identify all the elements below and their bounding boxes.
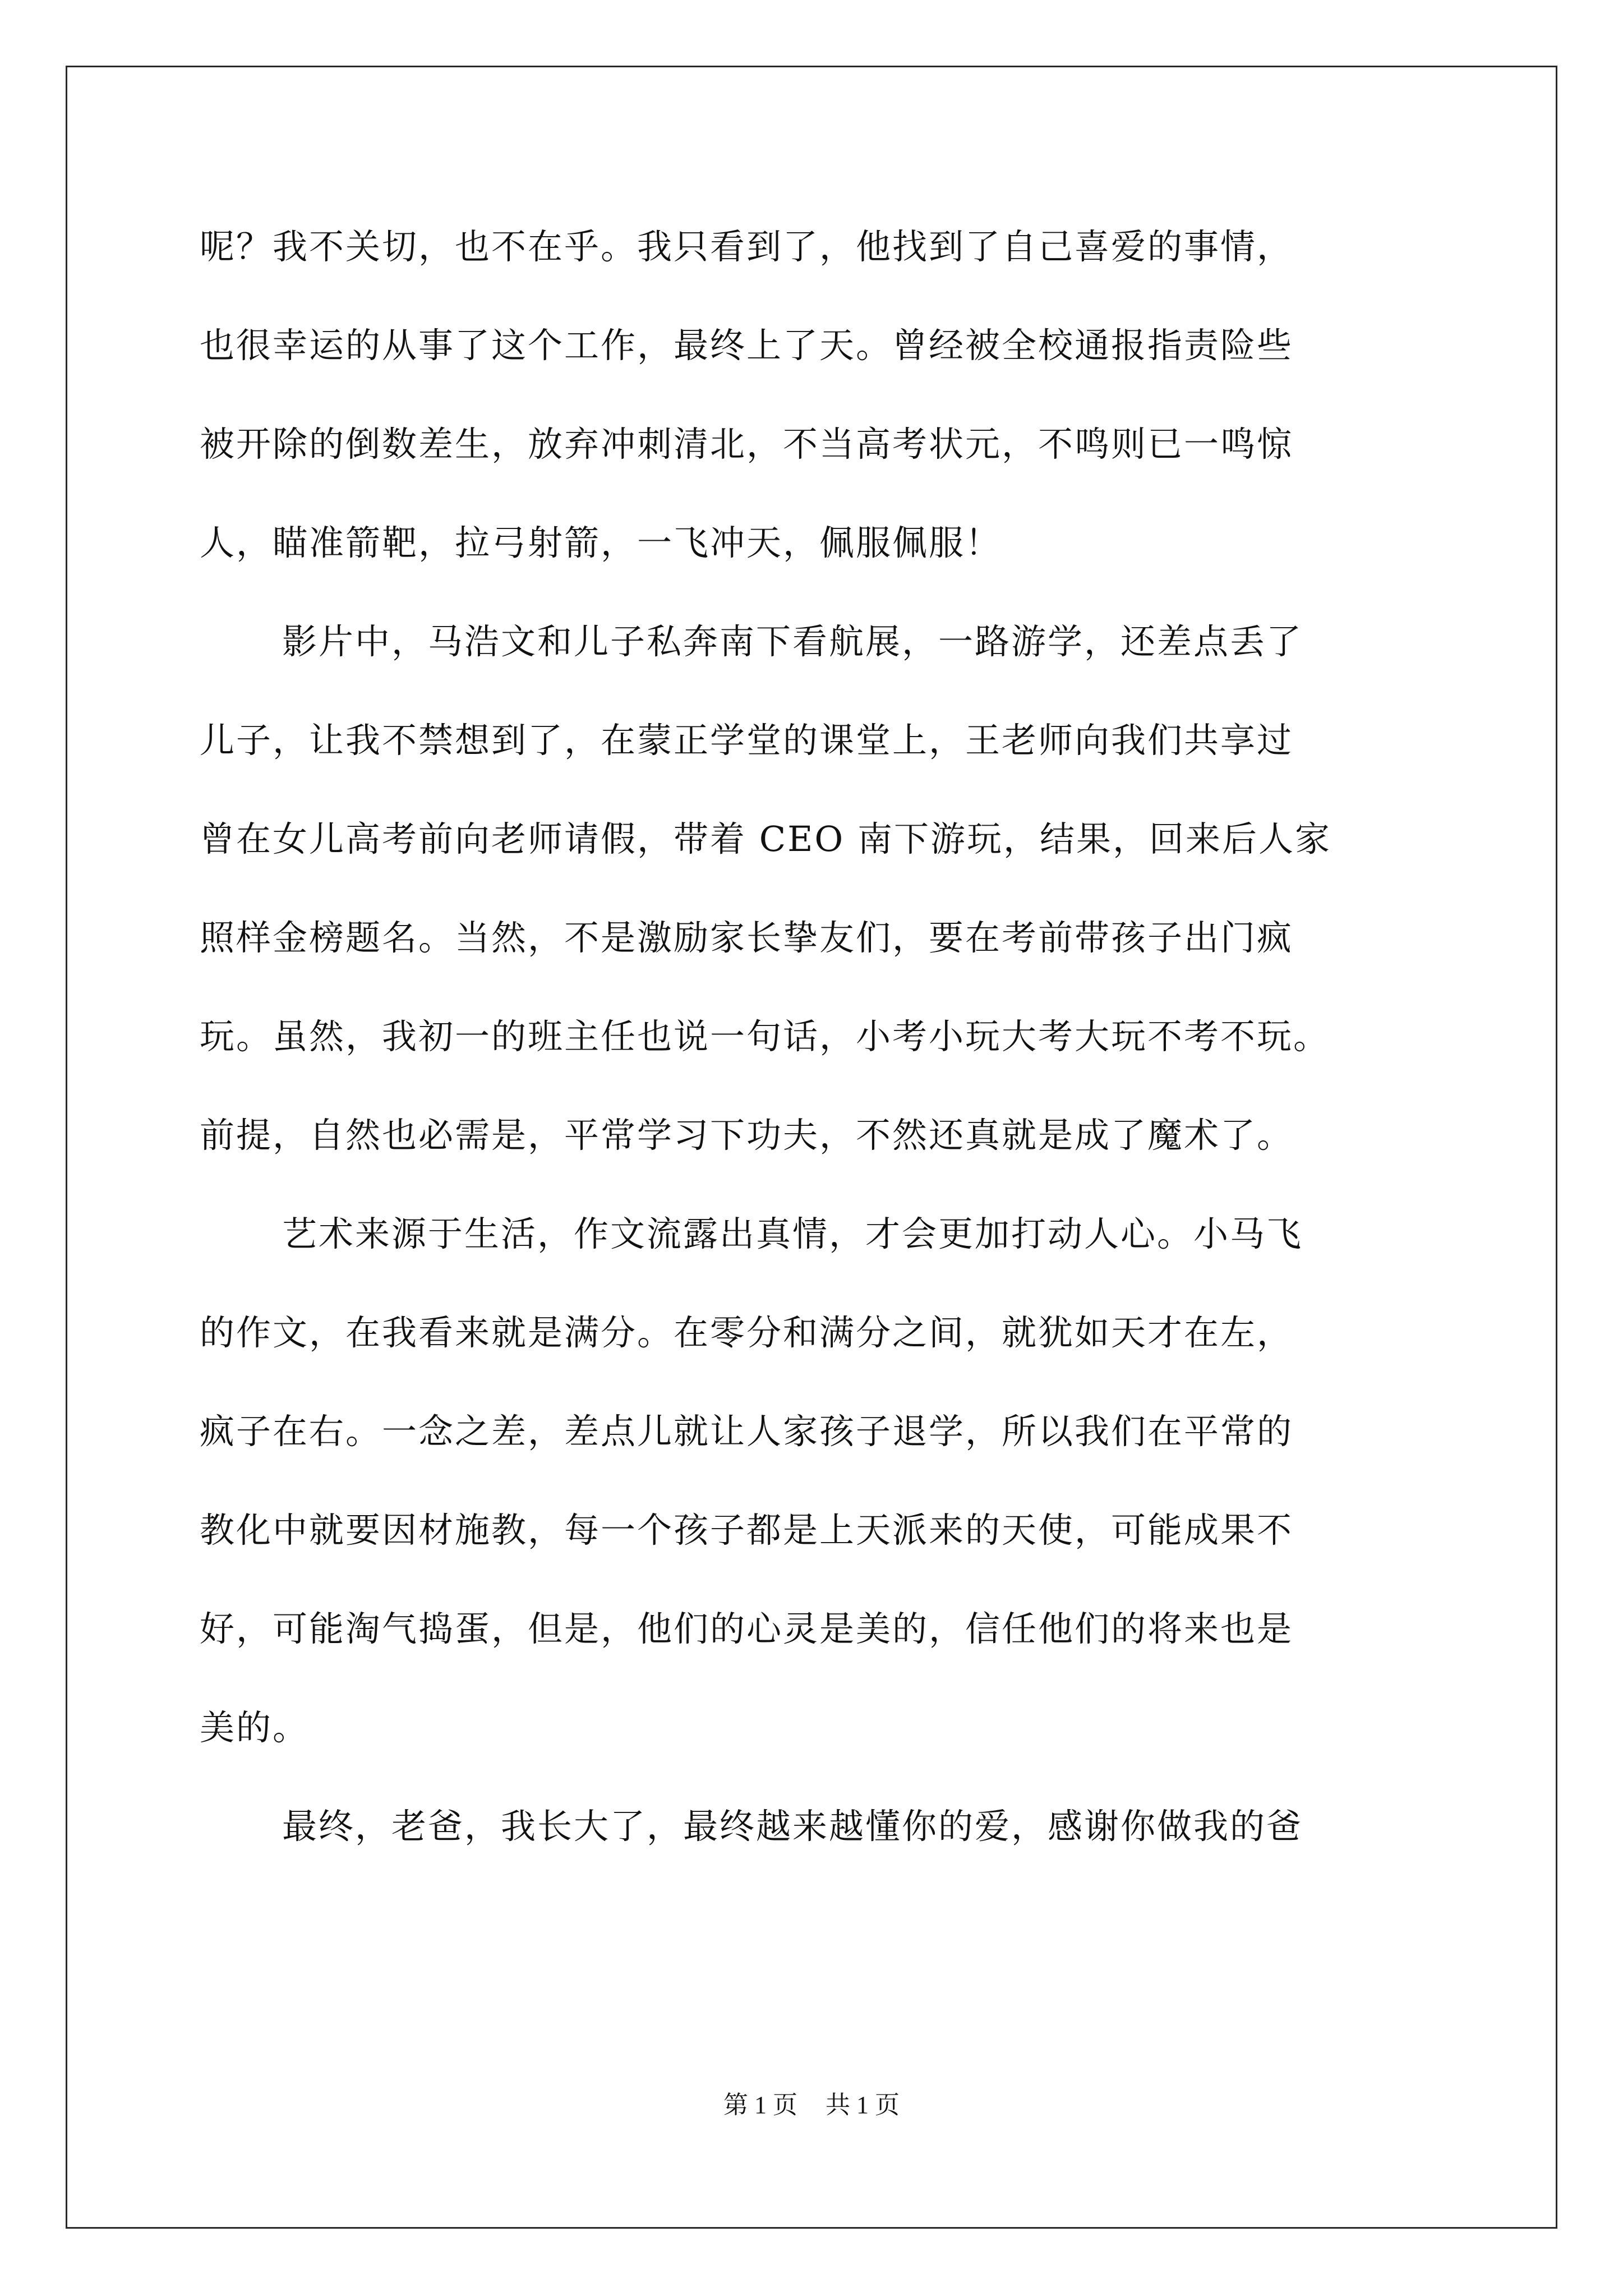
page-number: 第 1 页 [723,2091,797,2119]
text-line: 曾在女儿高考前向老师请假，带着 CEO 南下游玩，结果，回来后人家 [200,818,1331,859]
text-line: 好，可能淘气捣蛋，但是，他们的心灵是美的，信任他们的将来也是 [200,1608,1294,1649]
text-line: 儿子，让我不禁想到了，在蒙正学堂的课堂上，王老师向我们共享过 [200,720,1294,761]
page-footer [0,2090,1623,2121]
text-line: 也很幸运的从事了这个工作，最终上了天。曾经被全校通报指责险些 [200,325,1294,366]
paragraph-first-line: 最终，老爸，我长大了，最终越来越懂你的爱，感谢你做我的爸 [282,1806,1303,1847]
text-line: 照样金榜题名。当然，不是激励家长挚友们，要在考前带孩子出门疯 [200,917,1294,958]
text-line: 美的。 [200,1707,310,1748]
page-total: 共 1 页 [826,2091,900,2119]
text-line: 前提，自然也必需是，平常学习下功夫，不然还真就是成了魔术了。 [200,1115,1294,1156]
text-line: 疯子在右。一念之差，差点儿就让人家孩子退学，所以我们在平常的 [200,1411,1294,1452]
text-line: 呢？我不关切，也不在乎。我只看到了，他找到了自己喜爱的事情， [200,226,1294,267]
paragraph-first-line: 影片中，马浩文和儿子私奔南下看航展，一路游学，还差点丢了 [282,621,1303,662]
text-line: 教化中就要因材施教，每一个孩子都是上天派来的天使，可能成果不 [200,1510,1294,1550]
paragraph-first-line: 艺术来源于生活，作文流露出真情，才会更加打动人心。小马飞 [282,1213,1303,1254]
text-line: 人，瞄准箭靶，拉弓射箭，一飞冲天，佩服佩服！ [200,522,1002,563]
text-line: 的作文，在我看来就是满分。在零分和满分之间，就犹如天才在左， [200,1312,1294,1353]
text-line: 被开除的倒数差生，放弃冲刺清北，不当高考状元，不鸣则已一鸣惊 [200,424,1294,464]
text-line: 玩。虽然，我初一的班主任也说一句话，小考小玩大考大玩不考不玩。 [200,1016,1330,1057]
